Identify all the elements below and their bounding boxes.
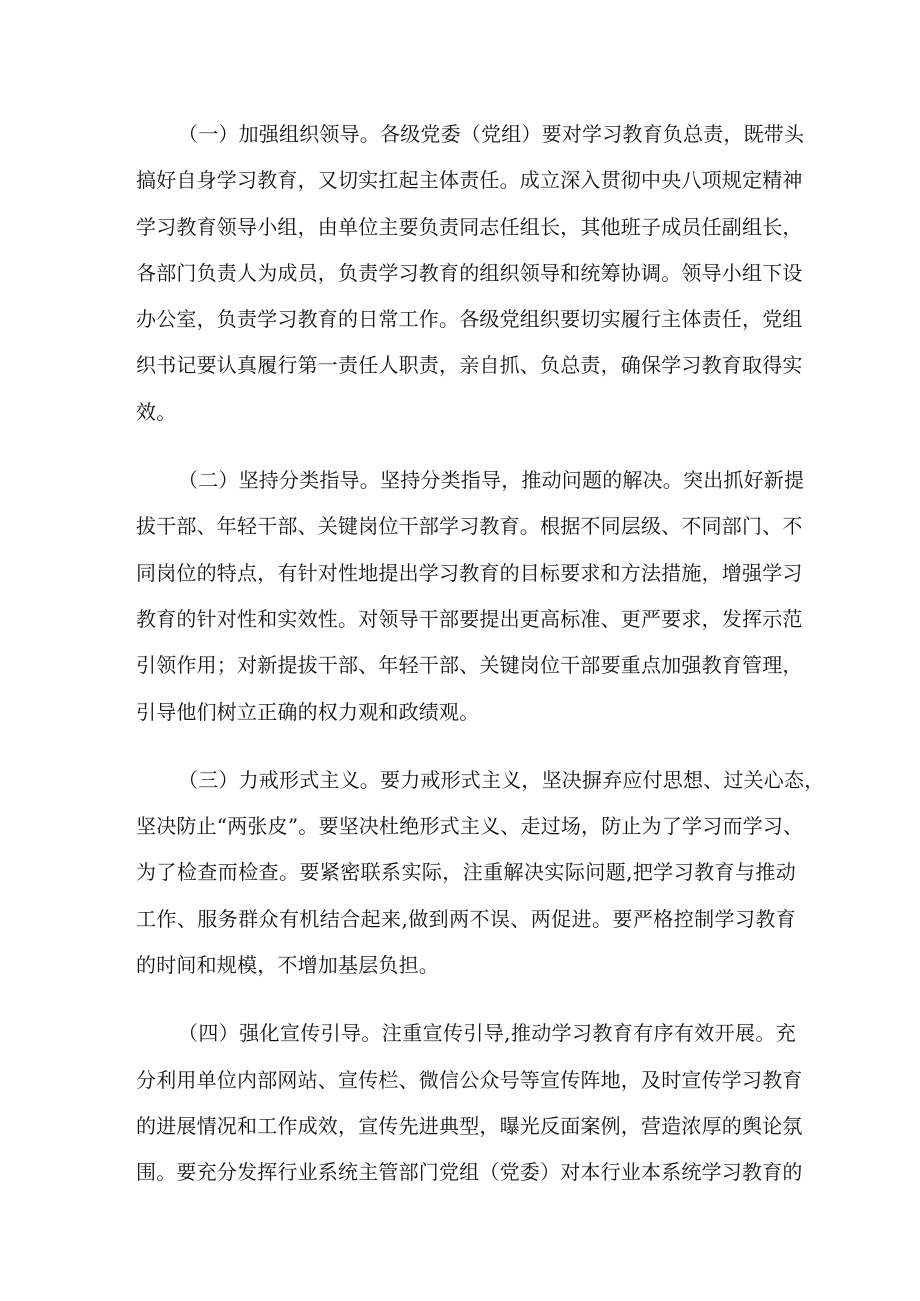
paragraph-line: 各部门负责人为成员，负责学习教育的组织领导和统筹协调。领导小组下设	[136, 260, 803, 285]
paragraph-line: （一）加强组织领导。各级党委（党组）要对学习教育负总责，既带头	[178, 122, 805, 146]
paragraph-3	[136, 757, 825, 988]
paragraph-line: 教育的针对性和实效性。对领导干部要提出更高标准、更严要求，发挥示范	[136, 606, 803, 631]
paragraph-line: 织书记要认真履行第一责任人职责，亲自抓、负总责，确保学习教育取得实	[136, 353, 803, 378]
document-body	[136, 111, 825, 1218]
paragraph-line: （四）强化宣传引导。注重宣传引导,推动学习教育有序有效开展。充	[178, 1021, 796, 1046]
paragraph-line: 工作、服务群众有机结合起来,做到两不误、两促进。要严格控制学习教育	[136, 906, 796, 931]
paragraph-line: 围。要充分发挥行业系统主管部门党组（党委）对本行业本系统学习教育的	[136, 1160, 803, 1185]
paragraph-line: 的进展情况和工作成效，宣传先进典型，曝光反面案例，营造浓厚的舆论氛	[136, 1113, 803, 1138]
paragraph-line: 分利用单位内部网站、宣传栏、微信公众号等宣传阵地，及时宣传学习教育	[136, 1067, 803, 1092]
paragraph-line: 的时间和规模，不增加基层负担。	[136, 953, 439, 978]
paragraph-4	[136, 1010, 803, 1195]
paragraph-line: （三）力戒形式主义。要力戒形式主义，坚决摒弃应付思想、过关心态，	[178, 767, 825, 792]
paragraph-line: 办公室，负责学习教育的日常工作。各级党组织要切实履行主体责任，党组	[136, 307, 803, 332]
paragraph-line: 引领作用；对新提拔干部、年轻干部、关键岗位干部要重点加强教育管理，	[136, 653, 803, 678]
paragraph-2	[136, 457, 805, 735]
paragraph-line: 坚决防止“两张皮”。要坚决杜绝形式主义、走过场，防止为了学习而学习、	[136, 814, 804, 839]
paragraph-line: 效。	[136, 399, 177, 424]
paragraph-line: 搞好自身学习教育，又切实扛起主体责任。成立深入贯彻中央八项规定精神	[136, 168, 803, 193]
paragraph-line: 拔干部、年轻干部、关键岗位干部学习教育。根据不同层级、不同部门、不	[136, 514, 803, 539]
paragraph-1	[136, 111, 805, 435]
paragraph-line: 引导他们树立正确的权力观和政绩观。	[136, 699, 480, 724]
paragraph-line: （二）坚持分类指导。坚持分类指导，推动问题的解决。突出抓好新提	[178, 468, 805, 493]
paragraph-line: 同岗位的特点，有针对性地提出学习教育的目标要求和方法措施，增强学习	[136, 560, 803, 585]
paragraph-line: 为了检查而检查。要紧密联系实际，注重解决实际问题,把学习教育与推动	[136, 860, 796, 885]
paragraph-line: 学习教育领导小组，由单位主要负责同志任组长，其他班子成员任副组长，	[136, 214, 803, 239]
